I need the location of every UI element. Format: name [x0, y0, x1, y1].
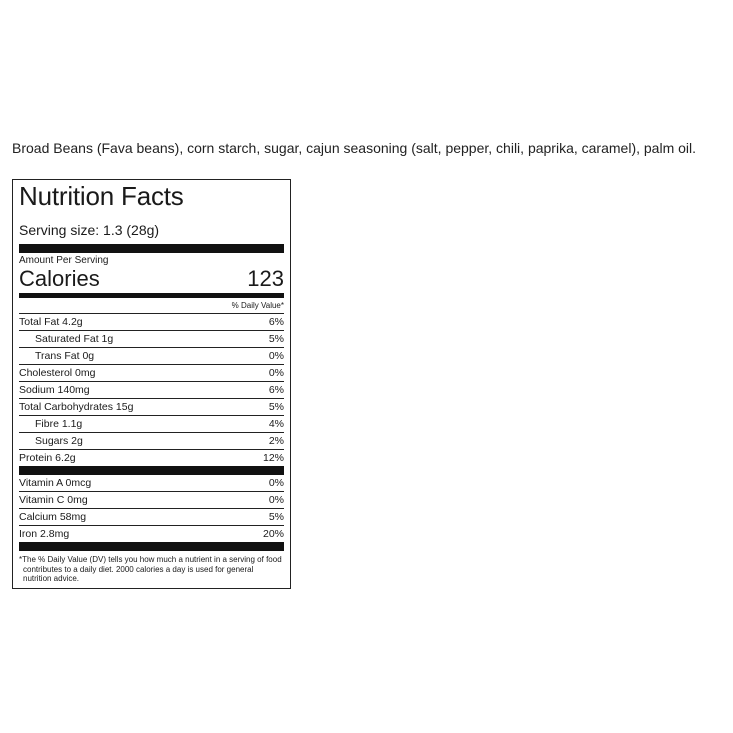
nutrient-row-sodium	[19, 382, 284, 399]
nutrient-name: Sodium 140mg	[19, 384, 90, 396]
calories-value: 123	[247, 266, 284, 291]
vitamin-name: Calcium 58mg	[19, 511, 87, 523]
nutrient-name: Saturated Fat 1g	[35, 333, 114, 345]
calories-label: Calories	[19, 266, 100, 291]
vitamin-name: Vitamin A 0mcg	[19, 477, 92, 489]
nutrient-dv: 2%	[268, 435, 284, 447]
thick-divider	[19, 542, 284, 551]
nutrient-name: Cholesterol 0mg	[19, 367, 96, 379]
nutrient-dv: 0%	[268, 367, 284, 379]
nutrient-row-fibre	[19, 416, 284, 433]
vitamin-name: Vitamin C 0mg	[19, 494, 88, 506]
vitamin-name: Iron 2.8mg	[19, 528, 70, 540]
thick-divider	[19, 466, 284, 475]
nutrient-row-sugars	[19, 433, 284, 450]
ingredients-text: Broad Beans (Fava beans), corn starch, sugar, cajun seasoning (salt, pepper, chili, paprika, caramel), palm oil.	[12, 140, 697, 156]
nutrient-row-cholesterol	[19, 365, 284, 382]
nutrition-facts-label	[12, 179, 291, 589]
vitamin-dv: 20%	[262, 528, 284, 540]
nutrient-row-total-fat	[19, 314, 284, 331]
vitamin-row-vitamin-a	[19, 475, 284, 492]
nutrient-row-protein	[19, 450, 284, 466]
serving-size: Serving size: 1.3 (28g)	[19, 222, 160, 238]
vitamin-dv: 0%	[268, 477, 284, 489]
nutrition-facts-title: Nutrition Facts	[19, 181, 184, 211]
thick-divider	[19, 244, 284, 253]
daily-value-header: % Daily Value*	[19, 298, 284, 314]
nutrient-name: Trans Fat 0g	[35, 350, 95, 362]
nutrient-row-saturated-fat	[19, 331, 284, 348]
nutrient-row-total-carbohydrates	[19, 399, 284, 416]
vitamin-row-calcium	[19, 509, 284, 526]
nutrient-name: Fibre 1.1g	[35, 418, 83, 430]
vitamin-row-iron	[19, 526, 284, 542]
nutrient-name: Total Fat 4.2g	[19, 316, 83, 328]
nutrient-dv: 6%	[268, 316, 284, 328]
nutrient-dv: 4%	[268, 418, 284, 430]
nutrient-row-trans-fat	[19, 348, 284, 365]
vitamin-dv: 0%	[268, 494, 284, 506]
nutrient-name: Protein 6.2g	[19, 452, 76, 464]
vitamin-row-vitamin-c	[19, 492, 284, 509]
nutrient-dv: 5%	[268, 401, 284, 413]
nutrient-dv: 5%	[268, 333, 284, 345]
nutrient-dv: 12%	[262, 452, 284, 464]
vitamin-dv: 5%	[268, 511, 284, 523]
nutrient-dv: 6%	[268, 384, 284, 396]
amount-per-serving: Amount Per Serving	[19, 255, 109, 266]
nutrient-dv: 0%	[268, 350, 284, 362]
nutrient-name: Sugars 2g	[35, 435, 83, 447]
calories-row	[19, 267, 284, 291]
nutrient-name: Total Carbohydrates 15g	[19, 401, 134, 413]
daily-value-footnote: *The % Daily Value (DV) tells you how much a nutrient in a serving of food contributes to a daily diet. 2000 calories a day is used for general nutrition advice.	[19, 555, 282, 583]
